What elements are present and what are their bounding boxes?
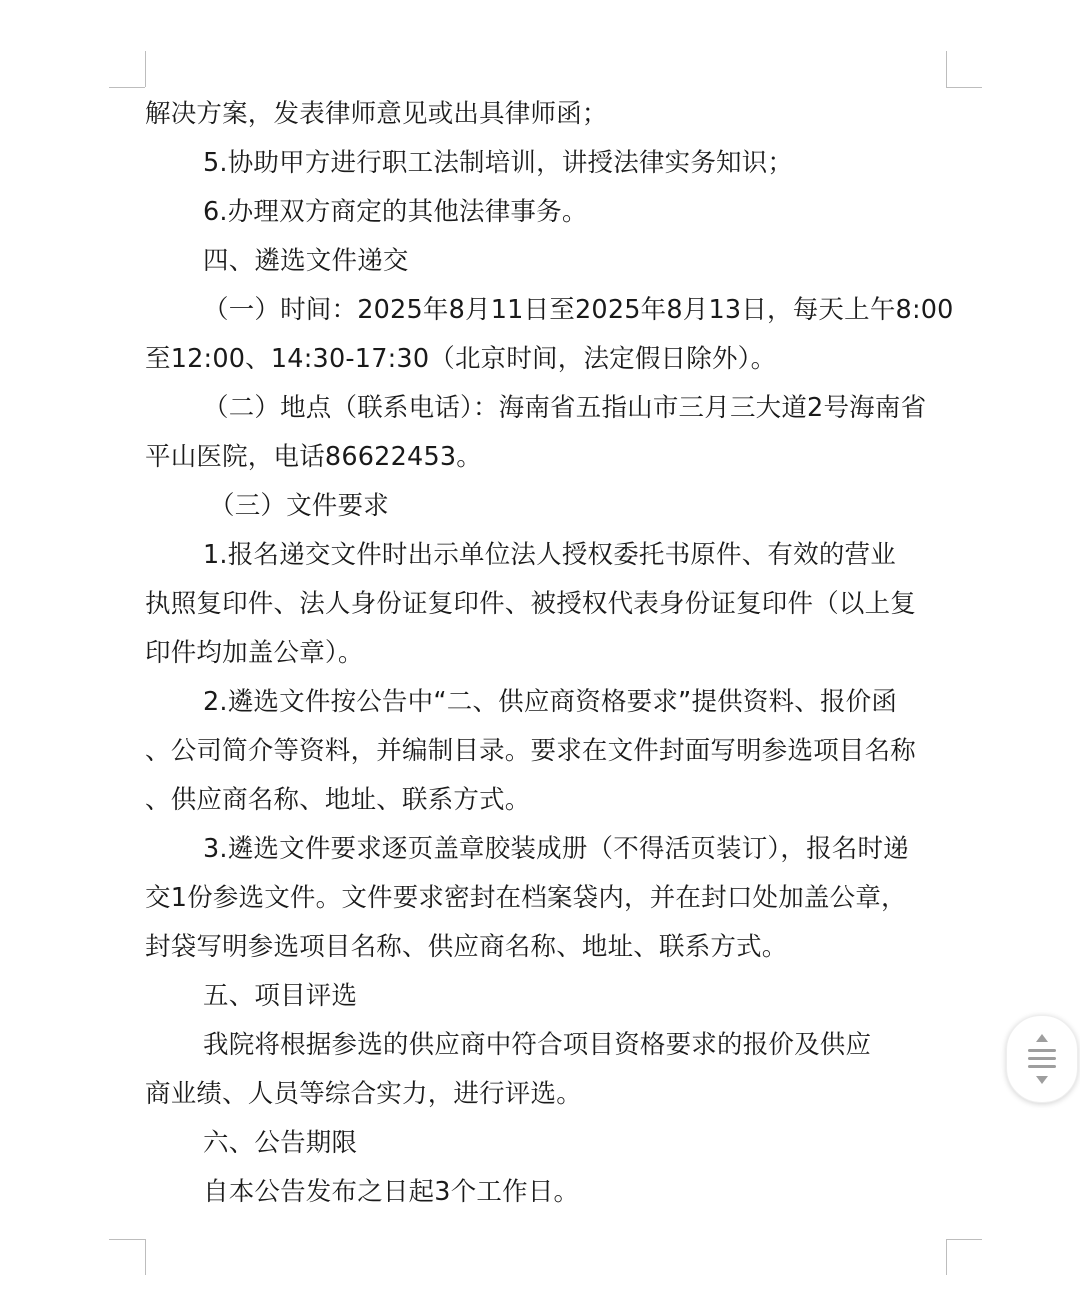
paragraph-line: 封袋写明参选项目名称、供应商名称、地址、联系方式。 xyxy=(145,932,788,962)
crop-mark-bottom-right-vertical xyxy=(946,1239,947,1275)
paragraph-line: （一）时间：2025年8月11日至2025年8月13日，每天上午8:00 xyxy=(203,295,954,325)
crop-mark-bottom-left-horizontal xyxy=(109,1239,145,1240)
document-body xyxy=(145,90,954,1217)
paragraph-line: 自本公告发布之日起3个工作日。 xyxy=(203,1177,580,1207)
paragraph-line: 、供应商名称、地址、联系方式。 xyxy=(145,785,531,815)
paragraph-line: 1.报名递交文件时出示单位法人授权委托书原件、有效的营业 xyxy=(203,540,896,570)
subsection-heading: （三）文件要求 xyxy=(209,491,389,521)
paragraph-line: 2.遴选文件按公告中“二、供应商资格要求”提供资料、报价函 xyxy=(203,687,898,717)
paragraph-line: 5.协助甲方进行职工法制培训，讲授法律实务知识； xyxy=(203,148,794,178)
crop-mark-top-right-vertical xyxy=(946,51,947,87)
paragraph-line: 至12:00、14:30-17:30（北京时间，法定假日除外）。 xyxy=(145,344,777,374)
crop-mark-top-right-horizontal xyxy=(946,87,982,88)
paragraph-line: 6.办理双方商定的其他法律事务。 xyxy=(203,197,588,227)
paragraph-line: 印件均加盖公章）。 xyxy=(145,638,364,668)
paragraph-line: 交1份参选文件。文件要求密封在档案袋内，并在封口处加盖公章， xyxy=(145,883,907,913)
crop-mark-bottom-right-horizontal xyxy=(946,1239,982,1240)
scroll-handle[interactable] xyxy=(1006,1015,1078,1103)
paragraph-line: 执照复印件、法人身份证复印件、被授权代表身份证复印件（以上复 xyxy=(145,589,917,619)
crop-mark-bottom-left-vertical xyxy=(145,1239,146,1275)
paragraph-line: 商业绩、人员等综合实力，进行评选。 xyxy=(145,1079,582,1109)
paragraph-line: 3.遴选文件要求逐页盖章胶装成册（不得活页装订），报名时递 xyxy=(203,834,909,864)
section-heading: 四、遴选文件递交 xyxy=(203,246,409,276)
crop-mark-top-left-vertical xyxy=(145,51,146,87)
crop-mark-top-left-horizontal xyxy=(109,87,145,88)
paragraph-line: 平山医院，电话86622453。 xyxy=(145,442,482,472)
paragraph-line: 我院将根据参选的供应商中符合项目资格要求的报价及供应 xyxy=(203,1030,872,1060)
scroll-handle-icon xyxy=(1007,1016,1077,1102)
paragraph-line: 、公司简介等资料，并编制目录。要求在文件封面写明参选项目名称 xyxy=(145,736,917,766)
section-heading: 五、项目评选 xyxy=(203,981,358,1011)
paragraph-line: （二）地点（联系电话）：海南省五指山市三月三大道2号海南省 xyxy=(203,393,927,423)
section-heading: 六、公告期限 xyxy=(203,1128,358,1158)
paragraph-line: 解决方案，发表律师意见或出具律师函； xyxy=(145,99,608,129)
